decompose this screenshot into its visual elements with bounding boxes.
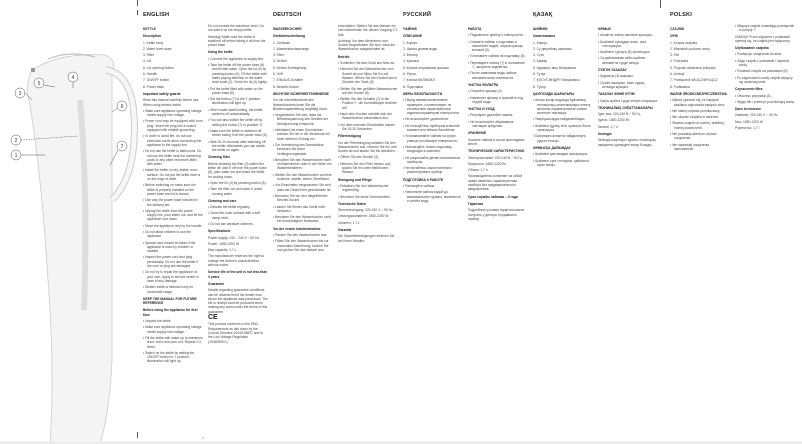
text-column-left (670, 24, 730, 153)
list-item: • Балаларға аспапты пайдалануға рұқсат етпеңіз. (533, 134, 586, 143)
section-heading: ХРАНЕНИЕ (468, 131, 487, 136)
section-heading: Before using the appliance for first time (143, 308, 198, 317)
paragraph: Volumen: 1,7 L (338, 220, 360, 225)
section-heading: WAŻNE ŚRODKI BEZPIECZEŃSTWA (670, 91, 727, 96)
section-heading: Użytkowanie czajnika (735, 46, 769, 51)
section-heading: OPIS (670, 34, 678, 39)
list-item: 6. Ручка (403, 72, 416, 77)
list-item: 5. Lid opening button (143, 65, 174, 70)
list-item: • Алғаш қосар алдында бұйымның техникалық сипаттамалары электр желісінің параметрлеріне сәйкес келетінін тексеріңіз. (533, 98, 591, 116)
list-item: • Nie należy używać przedłużaczy. (670, 108, 721, 113)
section-heading: Service life of the unit is not less than 3 years (208, 270, 268, 279)
paragraph: Power: 1850-2200 W (208, 241, 239, 246)
section-heading: Filterreinigung (338, 134, 362, 139)
list-item: • Nehmen Sie den Wasserkocher vom Sockel ab und füllen Sie ihn mit Wasser. Öffnen Sie den Deckel durch Drücken der Taste (5). (338, 67, 397, 85)
list-item: • Қақпақты (4) ашыңыз. (598, 74, 634, 79)
section-heading: ЧАЙНИК (403, 27, 417, 31)
list-item: • Шәйнекті қаптамадан шығарыңыз. (533, 152, 588, 157)
paragraph: The manufacturer reserves the right to change the device's characteristics without notice. (208, 254, 265, 268)
paragraph: Көлемі: 1,7 л (598, 124, 618, 129)
list-item: • Регулярно удаляйте накипь. (468, 113, 514, 118)
list-item: • Zur Vermeidung des Brandrisikos benutzen Sie keine Verlängerungskabel. (273, 142, 324, 156)
list-item: • Move the appliance only by the handle. (143, 223, 203, 228)
list-item: 6. Тұтқа (533, 72, 546, 77)
svg-text:4: 4 (71, 75, 75, 81)
list-item: • Put the kettle filled with water on the power base (8). (208, 86, 263, 95)
list-item: • Подключите прибор к электросети. (468, 33, 524, 38)
list-item: 1. Корпус (403, 40, 418, 45)
paragraph: Warning! Make sure the kettle is switched off before taking it off from the power base. (208, 34, 266, 48)
list-item: • Не пользуйтесь прибором в ванной комнате или вблизи бассейнов. (403, 123, 460, 133)
text-column-left (273, 24, 333, 254)
list-item: • Nie naprawiaj urządzenia samodzielnie. (670, 142, 710, 151)
list-item: • Шәйнекті суға толтырып, қайнатып, суын төгіңіз. (533, 158, 590, 167)
list-item: 7. ON/OFF button (143, 78, 170, 83)
paragraph: UWAGA! Przed zdjęciem z podstawki upewnij się, że czajnik jest wyłączony. (735, 34, 791, 43)
list-item: • Ұзартқыштарды пайдаланбаңыз. (533, 117, 586, 122)
text-columns (273, 24, 399, 254)
section-heading: Cleaning and care (208, 198, 237, 203)
paragraph: Pojemność: 1,7 l (735, 126, 760, 131)
section-heading: Gerätebeschreibung (273, 34, 306, 39)
page-number: 2 (202, 436, 204, 440)
list-item: • Шәйнекті құрғақ тегіс орнықты бетке орнатыңыз. (533, 123, 591, 133)
list-item: 5. Кнопка открывания крышки (403, 65, 449, 70)
section-heading: Сипаттамасы (533, 34, 556, 39)
language-section-polski (670, 12, 796, 153)
list-item: • Қақты жүйелі түрде кетіріп отырыңыз. (598, 98, 658, 103)
list-item: • In order to avoid fire, do not use extension cords when connecting the appliance to the supply line. (143, 134, 202, 147)
list-item: 4. Pokrywka (670, 59, 688, 64)
list-item: • Сүзгіні шығарып, ағын судың астында жуыңыз. (598, 80, 645, 89)
list-item: • Do not use the kettle in bathrooms. Do not use the kettle near the swimming pools or any other reservoirs filled with water. (143, 149, 202, 167)
list-item: • Power cord may be equipped with 'euro plug'; insert the plug into a socket equipped with reliable grounding. (143, 119, 203, 133)
text-column-right (468, 24, 528, 223)
list-item: 8. Тұғыр (533, 84, 546, 89)
list-item: • Do not try to repair the appliance on your own. Apply to service centre in case of any damage. (143, 270, 199, 283)
paragraph: Vor der Inbetriebnahme des Wasserkochers lesen Sie die Bedienungsanleitung sorgfältig durch. (273, 98, 329, 111)
list-item: • Vor dem erneuten Einschalten warten Sie 15-20 Sekunden. (338, 122, 396, 131)
list-item: • Connect the appliance to supply line. (208, 56, 264, 61)
list-item: • Шәйнекті тұғырға (8) орнатыңыз. (598, 50, 651, 55)
text-columns (143, 24, 269, 366)
list-item: 4. Deckel (273, 59, 287, 64)
list-item: • Take the filter out and clean it under running water. (208, 187, 263, 196)
list-item: • Stawiać czajnik na suchej, stabilnej, równej powierzchni. (670, 121, 725, 130)
paragraph: Vor der Filterreinigung schalten Sie den Wasserkocher aus, nehmen Sie ihn vom Sockel ab und lassen Sie ihn abkühlen. (338, 140, 398, 154)
svg-text:6: 6 (120, 104, 124, 110)
paragraph: Do not exceed the maximum level. Do not switch on the empty kettle. (208, 24, 264, 33)
language-section-русский (403, 12, 529, 223)
list-item: 7. Кнопка ВКЛ/ВЫКЛ (403, 78, 435, 83)
list-item: • Benutzen Sie nur den mitgelieferten Netzteil-Sockel. (273, 193, 328, 203)
paragraph: Details regarding guarantee conditions can be obtained from the dealer from whom the appliance was purchased. The bill or receipt must be produced when making any claim under the terms of this guarantee. (208, 288, 268, 314)
list-item: • Descale the kettle regularly. (208, 205, 251, 210)
list-item: 5. Przycisk otwierania pokrywki (670, 65, 716, 70)
svg-text:5: 5 (37, 81, 41, 87)
section-heading: ЧИСТКА ФИЛЬТРА (468, 82, 499, 87)
paragraph: Leistungsaufnahme: 1850-2200 W (338, 214, 389, 219)
text-column-left (533, 24, 593, 169)
list-item: • Entkalken Sie den Wasserkocher regelmäßig. (338, 183, 389, 193)
list-item: • Podłączyć urządzenie do sieci. (735, 52, 783, 57)
section-heading: Reinigung und Pflege (338, 177, 372, 182)
list-item: • Open the lid (4) by pressing button (5). (208, 180, 267, 185)
svg-text:7: 7 (120, 144, 124, 150)
text-column-right (598, 24, 658, 169)
section-heading: Dane techniczne (735, 107, 762, 112)
language-heading: ENGLISH (143, 12, 170, 18)
paragraph: Храните чайник в сухом прохладном месте. (468, 137, 525, 146)
section-heading: ОПИСАНИЕ (403, 34, 422, 39)
list-item: • Wait 15-20 seconds after switching off the kettle. Afterwards you can switch the kettle on again. (208, 139, 266, 153)
language-heading: DEUTSCH (273, 12, 302, 18)
list-item: • Benutzen Sie den Wasserkocher nicht im Badezimmer oder in der Nähe von Wasserbehältern. (273, 157, 332, 171)
section-heading: СҮЗГІНІ ТАЗАЛАУ (598, 68, 627, 73)
list-item: • Снимите чайник с подставки и наполните водой, открыв крышку кнопкой (5). (468, 39, 523, 53)
section-heading: Czyszczenie filtra (735, 87, 763, 92)
list-item: • Устанавливайте чайник на сухую ровную устойчивую поверхность. (403, 134, 459, 143)
paragraph: Power supply: 220 - 240 V ~ 50 Hz (208, 235, 260, 240)
list-item: 3. Filtr (670, 53, 680, 58)
text-column-left (403, 24, 463, 223)
list-item: 6. Uchwyt (670, 72, 685, 77)
section-heading: Garantie (338, 227, 352, 232)
section-heading: Using the kettle (208, 50, 233, 55)
section-heading: МЕРЫ БЕЗОПАСНОСТИ (403, 91, 443, 96)
section-heading: ТЕХНИКАЛЫҚ СИПАТТАМАЛАРЫ (598, 105, 653, 110)
crop-mark (137, 10, 138, 15)
paragraph: Moc: 1850-2200 W (735, 119, 763, 124)
list-item: 1. Gehäuse (273, 40, 291, 45)
list-item: 2. Су деңгейінің шкаласы (533, 46, 572, 51)
list-item: • Не используйте абразивные чистящие средства. (468, 119, 514, 129)
section-heading: Important safety guards (143, 91, 181, 96)
section-heading: Cleaning filter (208, 155, 230, 160)
paragraph: Die Garantiebedingungen erfahren Sie bei Ihrem Händler. (338, 234, 395, 243)
list-item: 5. Deckel-Entriegelung (273, 65, 307, 70)
list-item: • Benutzen Sie den Wasserkocher nicht bei beschädigtem Netzkabel. (273, 215, 331, 224)
section-heading: Срок службы чайника – 3 года (468, 194, 518, 199)
list-item: • Make sure appliance operating voltage meets supply line voltage. (143, 325, 202, 334)
list-item: • Stellen Sie den Schalter (7) in die Position 'I', die Kontrolllampe leuchtet auf. (338, 97, 397, 110)
section-heading: ШӘЙНЕК (533, 27, 548, 31)
list-item: • Set the button (7) to the 'I' position, illumination will light up. (208, 97, 261, 106)
section-heading: РАБОТА (468, 27, 482, 31)
section-heading: Betrieb (338, 54, 350, 59)
language-heading: ҚАЗАҚ (533, 12, 553, 18)
list-item: • Lassen Sie Kinder das Gerät nicht benutzen. (273, 204, 326, 213)
list-item: • Nie pozwalaj dzieciom używać urządzenia. (670, 132, 717, 141)
list-item: • Nehmen Sie den Filter heraus und spülen Sie ihn unter fließendem Wasser. (338, 161, 391, 175)
list-item: 8. Подставка (403, 84, 423, 89)
list-item: • После закипания воды чайник автоматически отключится. (468, 71, 517, 80)
language-heading: POLSKI (670, 12, 693, 18)
list-item: 3. Фильтр (403, 53, 418, 58)
list-item: • You can also switch the kettle off by setting the button (7) to position '0'. (208, 118, 264, 127)
list-item: • Make sure appliance operating voltage meets supply line voltage. (143, 108, 202, 118)
language-section-қазақ (533, 12, 659, 169)
list-item: • Fill the kettle with water up to maximum level, boil it and pour out. Repeat 2-3 times. (143, 335, 203, 349)
section-heading: ЖҰМЫСҚА ДАЙЫНДАУ (533, 145, 571, 150)
paragraph: Объем: 1,7 л (468, 168, 488, 173)
text-column-left (143, 24, 203, 366)
list-item: 1. Корпус (533, 40, 548, 45)
text-columns (670, 24, 796, 153)
list-item: • Use only the power base included in the delivery set. (143, 198, 199, 207)
section-heading: ЧИСТКА И УХОД (468, 107, 495, 112)
list-item: • Unplug the kettle from the power supply line, pour water out, and let the appliance cool down. (143, 208, 203, 222)
list-item: • Су қайнағаннан кейін шәйнек автоматты түрде сөнеді. (598, 56, 646, 65)
list-item: • Before switching on make sure the kettle is properly installed on the power base and lid is closed. (143, 183, 196, 196)
list-item: • Wyjąć filtr i przemyć pod bieżącą wodą. (735, 99, 795, 104)
paragraph: Қуат көзі: 220-240 В ~ 50 Гц (598, 112, 641, 117)
svg-text:3: 3 (18, 91, 22, 97)
list-item: • Switch on the kettle by setting the ON/OFF button to 'I' position; illumination will light up. (143, 350, 195, 364)
list-item: • Do not use abrasive cleaners. (208, 221, 254, 226)
list-item: 4. Қақпақ (533, 59, 547, 64)
list-item: 8. Podstawka (670, 84, 690, 89)
paragraph: Stromversorgung: 220-240 V ~ 50 Hz (338, 208, 393, 213)
list-item: • Öffnen Sie den Deckel (4). (338, 155, 379, 160)
language-section-deutsch (273, 12, 399, 254)
text-columns (403, 24, 529, 223)
list-item: 1. Kettle body (143, 40, 164, 45)
text-column-right (338, 24, 398, 254)
language-section-english (143, 12, 269, 366)
section-heading: KETTLE (143, 27, 156, 31)
list-item: 8. Netzteil-Sockel (273, 84, 299, 89)
paragraph: Производитель оставляет за собой право изменять характеристики прибора без предварительного уведомления. (468, 174, 523, 192)
paragraph: Электропитание: 220-240 В ~ 50 Гц (468, 155, 523, 160)
section-heading: Кепілдік (598, 132, 612, 137)
callout-7 (110, 141, 127, 165)
list-item: • Benutzen Sie keine Scheuermittel. (338, 194, 391, 199)
paragraph: einschalten. Stellen Sie das Wasser ein und wiederholen Sie diesen Vorgang 2-3 Mal. (338, 24, 398, 37)
list-item: 3. Filter (143, 53, 154, 58)
section-heading: ҚАУІПСІЗДІК ШАРАЛАРЫ (533, 91, 575, 96)
paragraph: Кепілдік шарттары туралы толығырақ ақпаратты дилерден алуға болады. (598, 138, 656, 147)
crop-mark (660, 0, 661, 8)
section-heading: Guarantee (208, 281, 225, 286)
list-item: 6. Griff (273, 72, 283, 77)
list-item: 5. Қақпақты ашу батырмасы (533, 65, 577, 70)
paragraph: Подробные условия гарантии можно получить у дилера, продавшего прибор. (468, 208, 525, 221)
list-item: • Переведите кнопку (7) в положение 'I', загорится подсветка. (468, 60, 525, 70)
ce-mark: CE (208, 314, 218, 322)
list-item: • Vergewissern Sie sich, dass die Betriebsspannung des Gerätes der Netzspannung entspricht. (273, 113, 329, 126)
section-heading: Description (143, 34, 162, 39)
paragraph: Max capacity: 1.7 L (208, 248, 237, 253)
list-item: 8. Power base (143, 84, 165, 89)
list-item: • Откройте крышку (4). (468, 89, 503, 94)
crop-mark (137, 0, 138, 6)
paragraph: Achtung! Vor dem Abnehmen vom Sockel vergewissern Sie sich, dass der Wasserkocher ausgeschaltet ist. (338, 38, 396, 52)
list-item: 4. Крышка (403, 59, 419, 64)
svg-text:2: 2 (14, 138, 18, 144)
paragraph: This product conforms to the EMC-Requirements as laid down by the Council Directive 2004/108/EC and to the Low Voltage Regulation (2006/95/EC). (208, 322, 263, 344)
list-item: • Install the kettle on dry, stable, even surface. Do not put the kettle near or on the edge of table. (143, 168, 201, 182)
list-item: • Stellen Sie den gefüllten Wasserkocher auf den Sockel (8). (338, 86, 398, 95)
list-item: • Шәйнекті тұғырдан алып, суға толтырыңыз. (598, 39, 647, 48)
callout-6 (112, 101, 127, 112)
list-item: 2. Wskaźnik poziomu wody (670, 46, 710, 51)
paragraph: Zasilanie: 220-240 V ~ 50 Hz (735, 113, 778, 118)
list-item: • Nie używać czajnika w łazience. (670, 115, 719, 120)
list-item: • Take the kettle off the power base (8) and fill with water. Open the lid (4) by pressing button (5). Fill the kettle with water paying attention to the water level scale (2). Close the lid (4) tightly. (208, 63, 268, 85)
list-item: • Füllen Sie den Wasserkocher bis zur maximalen Markierung, kochen Sie und gießen Sie das Wasser aus. (273, 239, 329, 252)
section-heading: WASSERKOCHER (273, 27, 302, 31)
list-item: • Należy upewnić się, że napięcie zasilania odpowiada napięciu sieci. (670, 98, 726, 107)
list-item: 3. Filter (273, 53, 284, 58)
section-heading: ТЕХНИЧЕСКИЕ ХАРАКТЕРИСТИКИ (468, 149, 525, 154)
section-heading: Specifications (208, 229, 231, 234)
text-columns (533, 24, 659, 169)
list-item: • Не разрешайте детям пользоваться прибором. (403, 155, 461, 164)
section-heading: KEEP THE MANUAL FOR FUTURE REFERENCE (143, 296, 197, 306)
list-item: 2. Wasserstandsanzeige (273, 46, 309, 51)
list-item: • Используйте только подставку, входящую в комплект. (403, 144, 453, 154)
list-item: 7. ҚОСУ/СӨНДІРУ батырмасы (533, 78, 580, 83)
section-heading: Vor der ersten Inbetriebnahme (273, 226, 321, 231)
paragraph: Before cleaning the filter (3) switch the kettle off, take it off from the power base (8), pour water out and leave the kettle for cooling down. (208, 161, 267, 179)
list-item: • Electric kettle is intended only for household usage. (143, 285, 194, 294)
list-item: • Clean the outer surface with a soft damp cloth. (208, 211, 261, 220)
section-heading: ТАЗАЛАУ ЖӘНЕ КҮТІМ (598, 92, 635, 97)
list-item: • Schließen Sie das Gerät ans Netz an. (338, 61, 396, 66)
list-item: 3. Сүзгі (533, 53, 545, 58)
list-item: 7. EIN/AUS-Schalter (273, 78, 304, 83)
list-item: • Установите чайник на подставку (8). (468, 54, 526, 59)
list-item: • Po zagotowaniu wody czajnik wyłączy się automatycznie. (735, 75, 793, 84)
list-item: • Do not allow children to use the appliance. (143, 229, 192, 239)
list-item: 6. Handle (143, 72, 158, 77)
list-item: 7. Przełącznik WŁĄCZ/WYŁĄCZ (670, 78, 718, 83)
section-heading: CZAJNIK (670, 27, 685, 31)
list-item: 1. Korpus czajnika (670, 40, 697, 45)
section-heading: Гарантия (468, 201, 484, 206)
list-item: • When water starts boiling, the kettle switches off automatically. (208, 107, 263, 117)
list-item: • Make sure the kettle is switched off before taking it off the power base (8). (208, 128, 268, 138)
language-heading: РУССКИЙ (403, 12, 432, 18)
list-item: • Наполните чайник водой до максимального уровня, вскипятите и слейте воду. (403, 190, 461, 203)
list-item: • Otworzyć pokrywkę (4). (735, 93, 772, 98)
section-heading: ПОДГОТОВКА К РАБОТЕ (403, 177, 444, 182)
list-item: • Nach dem Kochen schaltet sich der Wasserkocher automatisch aus. (338, 112, 392, 121)
paragraph: Қуаты: 1850-2200 Вт (598, 118, 630, 123)
list-item: • Zdjąć czajnik z podstawki i napełnić wodą. (735, 58, 790, 68)
svg-text:1: 1 (14, 153, 18, 159)
list-item: • Packen Sie den Wasserkocher aus. (273, 232, 328, 237)
list-item: • Распакуйте чайник. (403, 184, 435, 189)
list-item: • Postawić czajnik na podstawce (8). (735, 69, 789, 74)
kettle-illustration (0, 30, 138, 444)
list-item: • Inspect the power cord and plug periodically. Do not use the kettle if the cord or plug are damaged. (143, 255, 198, 269)
section-heading: WICHTIGE SICHERHEITSHINWEISE (273, 91, 329, 96)
list-item: • Не используйте удлинители. (403, 117, 449, 122)
list-item: • Извлеките фильтр и промойте под струей воды. (468, 95, 523, 104)
section-heading: Technische Daten (338, 201, 366, 206)
list-item: • Vor Einschalten vergewissern Sie sich, dass der Deckel fest geschlossen ist. (273, 183, 332, 192)
list-item: • Netzkabel hat einen Eurostecker; stecken Sie ihn in die Steckdose mit einer sicheren Erdung ein. (273, 128, 330, 141)
paragraph: Read this manual carefully before use. When using electric kettle: (143, 98, 200, 107)
section-heading: ЖҰМЫС (598, 27, 612, 31)
list-item: • Аспапты электр желісіне қосыңыз. (598, 33, 653, 38)
list-item: • Włączyć czajnik ustawiając przełącznik w pozycji 'I'. (735, 24, 795, 33)
list-item: 2. Water level scale (143, 46, 172, 51)
list-item: • Не пытайтесь самостоятельно ремонтировать прибор. (403, 166, 452, 175)
text-column-right (735, 24, 795, 153)
list-item: • Unpack the kettle. (143, 319, 172, 324)
list-item: • Перед первым включением проверьте, соответствуют ли технические характеристики изделия параметрам электросети. (403, 98, 460, 116)
list-item: • Stellen Sie den Wasserkocher auf eine trockene, stabile, ebene Oberfläche. (273, 172, 332, 182)
text-column-right (208, 24, 268, 366)
list-item: 2. Шкала уровня воды (403, 46, 438, 51)
list-item: • Special care should be taken if the appliance is used by children or invalids. (143, 240, 196, 254)
list-item: 4. Lid (143, 59, 152, 64)
paragraph: Мощность: 1850-2200 Вт (468, 161, 506, 166)
